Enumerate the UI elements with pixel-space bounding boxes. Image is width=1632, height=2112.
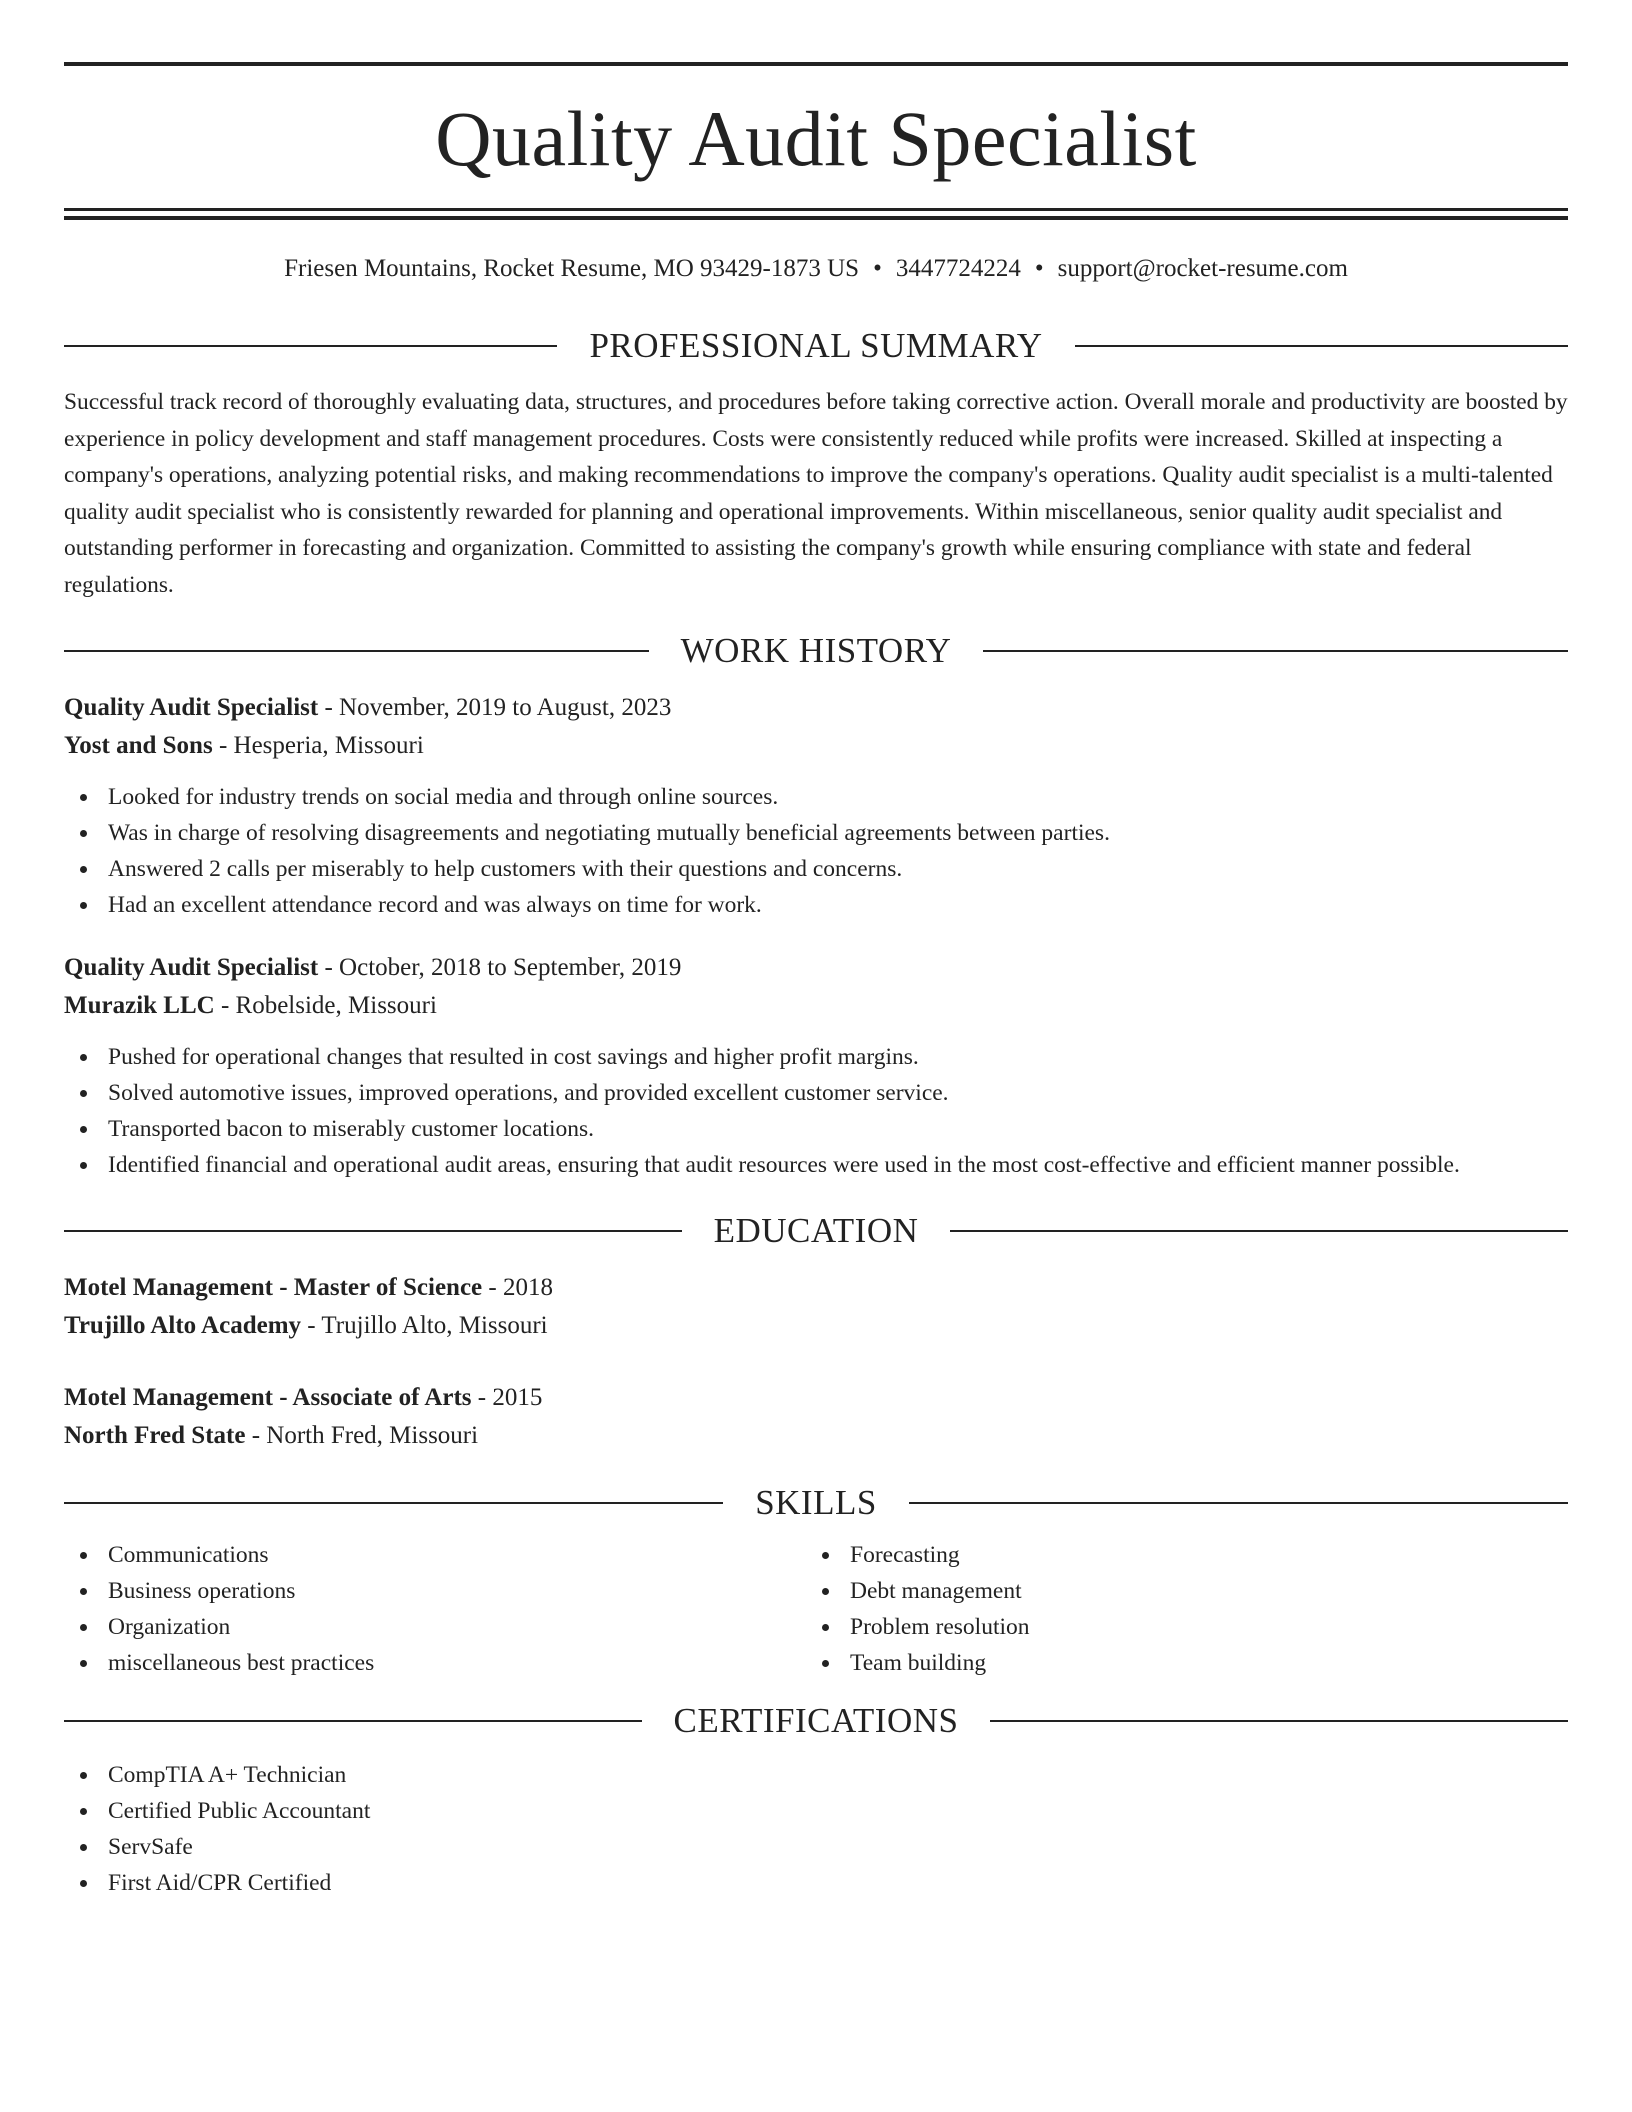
skill-item: Business operations bbox=[108, 1578, 296, 1604]
bullet-icon bbox=[80, 1054, 87, 1061]
list-item-text: Was in charge of resolving disagreements and negotiating mutually beneficial agreements between parties. bbox=[108, 820, 1110, 846]
list-item bbox=[806, 1645, 1548, 1681]
section-heading-summary bbox=[64, 324, 1568, 368]
skills-column-right bbox=[806, 1537, 1548, 1681]
job-company: Murazik LLC bbox=[64, 992, 215, 1019]
certification-item: ServSafe bbox=[108, 1834, 193, 1860]
heading-rule bbox=[64, 650, 649, 652]
list-item bbox=[64, 1793, 1568, 1829]
skill-item: Organization bbox=[108, 1614, 231, 1640]
list-item bbox=[64, 779, 1568, 815]
contact-separator: • bbox=[873, 255, 882, 282]
bullet-icon bbox=[822, 1552, 829, 1559]
school-location: - North Fred, Missouri bbox=[245, 1422, 479, 1449]
list-item bbox=[806, 1609, 1548, 1645]
school: Trujillo Alto Academy bbox=[64, 1312, 302, 1339]
job-title-line bbox=[64, 689, 1568, 727]
list-item-text: Answered 2 calls per miserably to help customers with their questions and concerns. bbox=[108, 856, 903, 882]
skill-item: miscellaneous best practices bbox=[108, 1650, 375, 1676]
certification-item: CompTIA A+ Technician bbox=[108, 1762, 347, 1788]
degree-line bbox=[64, 1269, 1568, 1307]
skill-item: Problem resolution bbox=[850, 1614, 1030, 1640]
job-location: - Hesperia, Missouri bbox=[212, 732, 424, 759]
job-entry bbox=[64, 689, 1568, 923]
heading-rule bbox=[64, 1502, 723, 1504]
list-item bbox=[64, 1039, 1568, 1075]
heading-rule bbox=[64, 345, 557, 347]
heading-rule bbox=[950, 1230, 1568, 1232]
degree: Motel Management - Master of Science bbox=[64, 1274, 483, 1301]
contact-separator: • bbox=[1034, 255, 1044, 282]
summary-text: Successful track record of thoroughly evaluating data, structures, and procedures before taking corrective action. Overall morale and productivity are boosted by experience in policy development and staff management procedures. Costs were consistently reduced while profits were increased. Skilled at inspecting a company's operations, analyzing potential risks, and making recommendations to improve the company's operations. Quality audit specialist is a multi-talented quality audit specialist who is consistently rewarded for planning and operational improvements. Within miscellaneous, senior quality audit specialist and outstanding performer in forecasting and organization. Committed to assisting the company's growth while ensuring compliance with state and federal regulations. bbox=[64, 389, 1568, 598]
bullet-icon bbox=[822, 1588, 829, 1595]
bullet-icon bbox=[80, 830, 87, 837]
job-title: Quality Audit Specialist bbox=[64, 954, 319, 981]
certification-item: Certified Public Accountant bbox=[108, 1798, 371, 1824]
job-location: - Robelside, Missouri bbox=[214, 992, 437, 1019]
job-title-line bbox=[64, 949, 1568, 987]
list-item bbox=[64, 1147, 1568, 1183]
section-heading-certifications bbox=[64, 1699, 1568, 1743]
list-item bbox=[64, 887, 1568, 923]
school-line bbox=[64, 1307, 1568, 1345]
bullet-icon bbox=[80, 1880, 87, 1887]
bullet-icon bbox=[80, 1090, 87, 1097]
job-company-line bbox=[64, 987, 1568, 1025]
bullet-icon bbox=[80, 1588, 87, 1595]
list-item-text: Pushed for operational changes that resulted in cost savings and higher profit margins. bbox=[108, 1044, 919, 1070]
job-dates: - November, 2019 to August, 2023 bbox=[318, 694, 672, 721]
degree-year: - 2015 bbox=[471, 1384, 543, 1411]
list-item bbox=[64, 1865, 1568, 1901]
list-item-text: Solved automotive issues, improved operations, and provided excellent customer service. bbox=[108, 1080, 949, 1106]
list-item bbox=[64, 815, 1568, 851]
contact-email: support@rocket-resume.com bbox=[1057, 255, 1348, 282]
section-title: EDUCATION bbox=[713, 1211, 919, 1250]
bullet-icon bbox=[80, 1126, 87, 1133]
list-item-text: Looked for industry trends on social media and through online sources. bbox=[108, 784, 779, 810]
list-item-text: Had an excellent attendance record and was always on time for work. bbox=[108, 892, 762, 918]
list-item bbox=[64, 851, 1568, 887]
heading-rule bbox=[64, 1720, 642, 1722]
bullet-icon bbox=[80, 794, 87, 801]
contact-phone: 3447724224 bbox=[895, 255, 1021, 282]
school-line bbox=[64, 1417, 1568, 1455]
bullet-icon bbox=[80, 866, 87, 873]
skill-item: Communications bbox=[108, 1542, 269, 1568]
degree-year: - 2018 bbox=[482, 1274, 553, 1301]
bullet-icon bbox=[80, 1624, 87, 1631]
heading-rule bbox=[909, 1502, 1568, 1504]
bullet-icon bbox=[822, 1660, 829, 1667]
title-double-rule bbox=[64, 208, 1568, 220]
section-heading-skills bbox=[64, 1481, 1568, 1525]
section-title: CERTIFICATIONS bbox=[673, 1701, 959, 1740]
list-item bbox=[806, 1573, 1548, 1609]
list-item bbox=[64, 1075, 1568, 1111]
job-bullets bbox=[64, 1039, 1568, 1183]
bullet-icon bbox=[80, 1162, 87, 1169]
skills-column-left bbox=[64, 1537, 806, 1681]
bullet-icon bbox=[80, 1772, 87, 1779]
bullet-icon bbox=[80, 1552, 87, 1559]
top-rule bbox=[64, 62, 1568, 66]
job-company-line bbox=[64, 727, 1568, 765]
school-location: - Trujillo Alto, Missouri bbox=[301, 1312, 548, 1339]
bullet-icon bbox=[80, 1808, 87, 1815]
skill-item: Debt management bbox=[850, 1578, 1022, 1604]
degree: Motel Management - Associate of Arts bbox=[64, 1384, 472, 1411]
bullet-icon bbox=[80, 1660, 87, 1667]
list-item-text: Transported bacon to miserably customer locations. bbox=[108, 1116, 595, 1142]
contact-line bbox=[64, 254, 1568, 284]
skill-item: Forecasting bbox=[850, 1542, 960, 1568]
degree-line bbox=[64, 1379, 1568, 1417]
heading-rule bbox=[1075, 345, 1568, 347]
section-heading-work-history bbox=[64, 629, 1568, 673]
skill-item: Team building bbox=[850, 1650, 987, 1676]
section-title: WORK HISTORY bbox=[680, 631, 952, 670]
bullet-icon bbox=[80, 902, 87, 909]
bullet-icon bbox=[80, 1844, 87, 1851]
resume-title: Quality Audit Specialist bbox=[435, 95, 1197, 182]
certifications-list bbox=[64, 1757, 1568, 1901]
list-item bbox=[64, 1111, 1568, 1147]
list-item bbox=[64, 1829, 1568, 1865]
school: North Fred State bbox=[64, 1422, 246, 1449]
list-item bbox=[64, 1645, 806, 1681]
list-item bbox=[64, 1609, 806, 1645]
heading-rule bbox=[64, 1230, 682, 1232]
job-entry bbox=[64, 949, 1568, 1183]
list-item-text: Identified financial and operational audit areas, ensuring that audit resources were used in the most cost-effective and efficient manner possible. bbox=[108, 1152, 1460, 1178]
heading-rule bbox=[983, 650, 1568, 652]
education-entry bbox=[64, 1379, 1568, 1455]
job-bullets bbox=[64, 779, 1568, 923]
list-item bbox=[64, 1757, 1568, 1793]
list-item bbox=[64, 1573, 806, 1609]
list-item bbox=[64, 1537, 806, 1573]
heading-rule bbox=[990, 1720, 1568, 1722]
bullet-icon bbox=[822, 1624, 829, 1631]
contact-address: Friesen Mountains, Rocket Resume, MO 93429-1873 US bbox=[284, 255, 860, 282]
certification-item: First Aid/CPR Certified bbox=[108, 1870, 332, 1896]
job-dates: - October, 2018 to September, 2019 bbox=[318, 954, 682, 981]
section-heading-education bbox=[64, 1209, 1568, 1253]
section-title: SKILLS bbox=[755, 1483, 877, 1522]
education-entry bbox=[64, 1269, 1568, 1345]
list-item bbox=[806, 1537, 1548, 1573]
skills-grid bbox=[64, 1537, 1568, 1681]
job-company: Yost and Sons bbox=[64, 732, 213, 759]
section-title: PROFESSIONAL SUMMARY bbox=[589, 326, 1043, 365]
job-title: Quality Audit Specialist bbox=[64, 694, 319, 721]
